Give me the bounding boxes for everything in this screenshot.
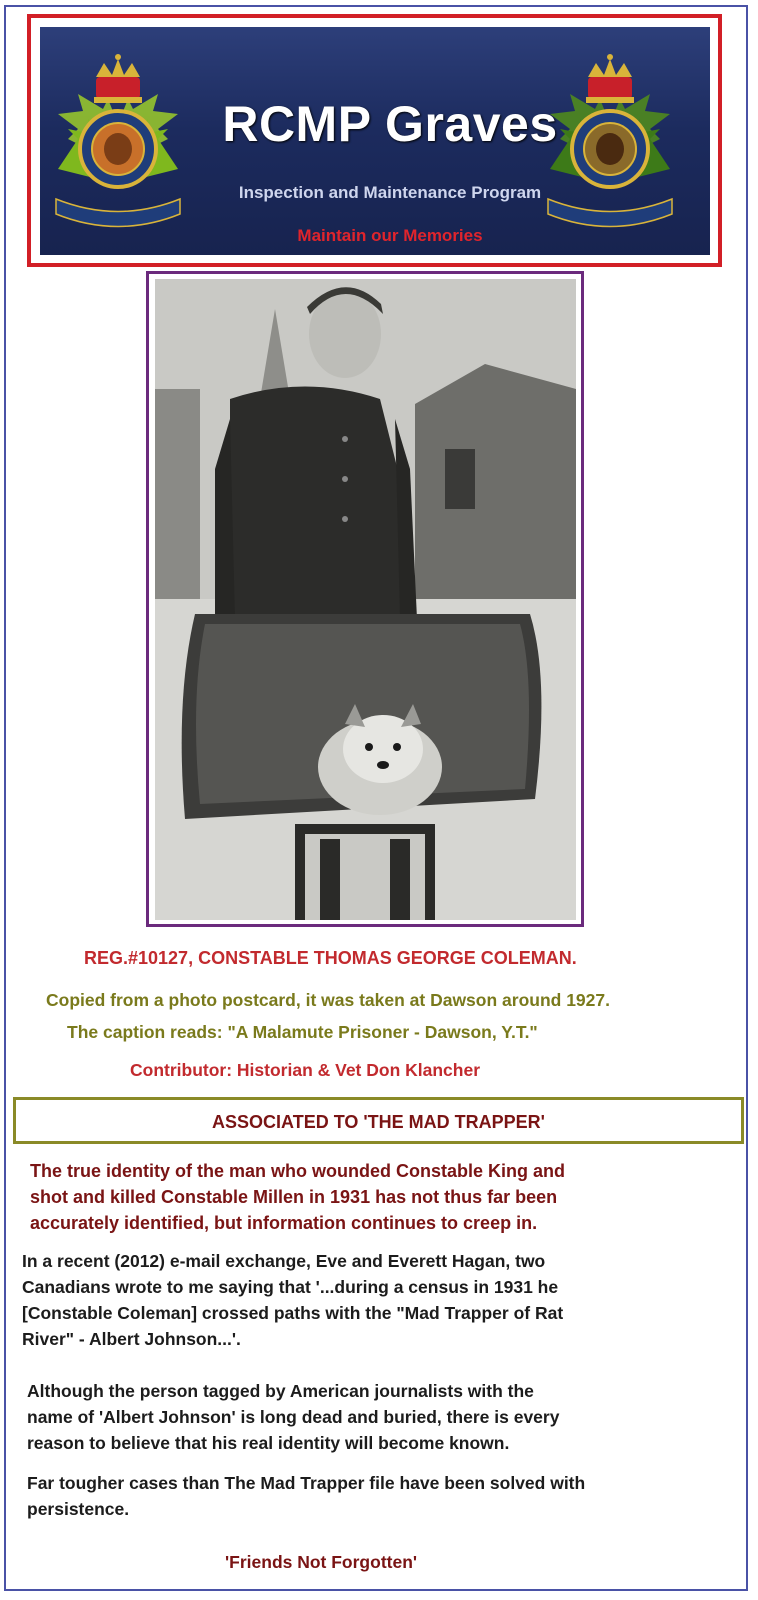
banner-subtitle: Inspection and Maintenance Program <box>238 183 542 202</box>
paragraph-line: accurately identified, but information continues to creep in. <box>30 1213 538 1233</box>
paragraph-line: In a recent (2012) e-mail exchange, Eve and Everett Hagan, two <box>22 1251 546 1271</box>
photo-origin-caption: Copied from a photo postcard, it was taken at Dawson around 1927. <box>46 990 610 1010</box>
photo-scene-icon <box>155 279 576 920</box>
reg-caption: REG.#10127, CONSTABLE THOMAS GEORGE COLEMAN. <box>84 948 577 968</box>
associated-heading-box <box>13 1097 744 1144</box>
banner-title: RCMP Graves <box>222 96 558 152</box>
header-banner <box>40 27 710 255</box>
paragraph-line: name of 'Albert Johnson' is long dead and buried, there is every <box>27 1407 560 1427</box>
closing-motto: 'Friends Not Forgotten' <box>225 1552 418 1572</box>
paragraph-line: reason to believe that his real identity will become known. <box>27 1433 510 1453</box>
paragraph-line: Although the person tagged by American journalists with the <box>27 1381 534 1401</box>
paragraph-identity <box>30 1158 565 1236</box>
constable-with-malamute-photo <box>155 279 576 920</box>
paragraph-line: Far tougher cases than The Mad Trapper file have been solved with <box>27 1473 586 1493</box>
banner-tagline: Maintain our Memories <box>297 226 483 245</box>
paragraph-line: persistence. <box>27 1499 130 1519</box>
contributor-caption: Contributor: Historian & Vet Don Klancher <box>130 1060 481 1080</box>
photo-caption-text: The caption reads: "A Malamute Prisoner - Dawson, Y.T." <box>67 1022 538 1042</box>
paragraph-line: [Constable Coleman] crossed paths with the "Mad Trapper of Rat <box>22 1303 564 1323</box>
paragraph-albert-johnson <box>27 1378 559 1456</box>
rcmp-veterans-crest-icon <box>48 49 188 229</box>
rcmp-crest-icon <box>540 49 680 229</box>
paragraph-line: The true identity of the man who wounded Constable King and <box>30 1161 565 1181</box>
paragraph-line: shot and killed Constable Millen in 1931 has not thus far been <box>30 1187 558 1207</box>
associated-heading: ASSOCIATED TO 'THE MAD TRAPPER' <box>212 1112 545 1132</box>
paragraph-line: River" - Albert Johnson...'. <box>22 1329 241 1349</box>
paragraph-line: Canadians wrote to me saying that '...during a census in 1931 he <box>22 1277 559 1297</box>
paragraph-hagan-exchange <box>22 1248 563 1352</box>
paragraph-persistence <box>27 1470 585 1522</box>
